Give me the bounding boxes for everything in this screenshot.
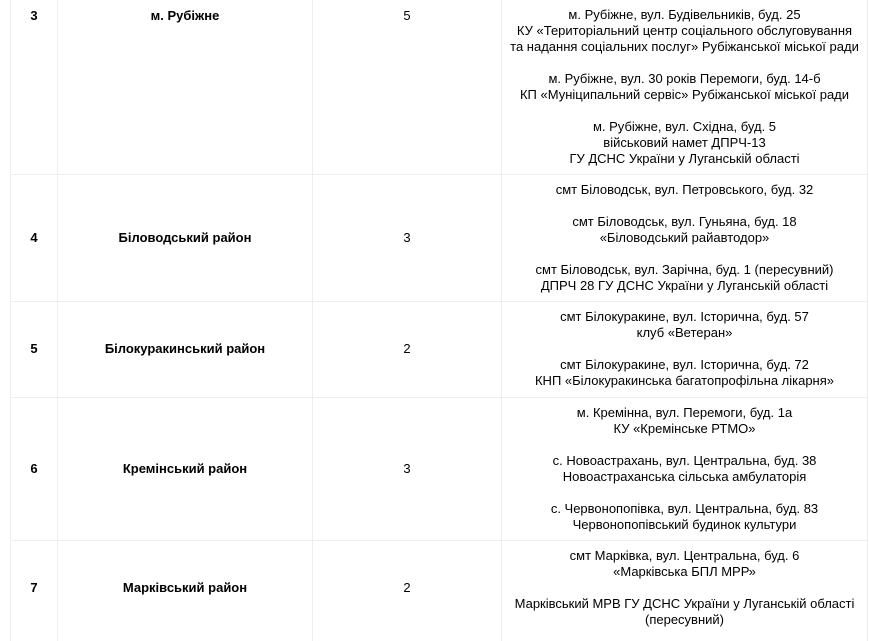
- district-name: Біловодський район: [58, 175, 313, 301]
- address-entry: смт Біловодськ, вул. Зарічна, буд. 1 (пересувний) ДПРЧ 28 ГУ ДСНС України у Луганській області: [535, 262, 834, 293]
- table-row: [10, 0, 868, 175]
- address-entry: м. Рубіжне, вул. Будівельників, буд. 25 КУ «Територіальний центр соціального обслуговування та надання соціальних послуг» Рубіжанської міської ради: [510, 7, 859, 54]
- table-row: [10, 398, 868, 541]
- row-number: 5: [10, 302, 58, 397]
- table-row: [10, 175, 868, 302]
- address-entry: смт Білокуракине, вул. Історична, буд. 57 клуб «Ветеран»: [560, 309, 809, 340]
- address-list: [502, 175, 867, 294]
- shelter-count: 5: [313, 0, 502, 174]
- addresses-cell: [502, 541, 868, 641]
- address-list: [502, 0, 867, 167]
- address-list: [502, 302, 867, 389]
- address-entry: смт Біловодськ, вул. Гуньяна, буд. 18 «Біловодський райавтодор»: [572, 214, 797, 245]
- district-name: Марківський район: [58, 541, 313, 641]
- address-entry: смт Білокуракине, вул. Історична, буд. 72 КНП «Білокуракинська багатопрофільна лікарня»: [534, 357, 835, 388]
- address-entry: с. Новоастрахань, вул. Центральна, буд. 38 Новоастраханська сільська амбулаторія: [552, 453, 817, 484]
- district-name: Кремінський район: [58, 398, 313, 540]
- shelter-count: 3: [313, 398, 502, 540]
- addresses-cell: [502, 0, 868, 174]
- address-entry: м. Кремінна, вул. Перемоги, буд. 1а КУ «Кремінське РТМО»: [576, 405, 793, 436]
- shelters-table: [10, 0, 868, 641]
- shelter-count: 2: [313, 541, 502, 641]
- addresses-cell: [502, 175, 868, 301]
- address-entry: смт Марківка, вул. Центральна, буд. 6 «Марківська БПЛ МРР»: [569, 548, 800, 579]
- address-entry: Марківський МРВ ГУ ДСНС України у Луганській області (пересувний): [514, 596, 855, 627]
- addresses-cell: [502, 398, 868, 540]
- district-name: Білокуракинський район: [58, 302, 313, 397]
- address-list: [502, 541, 867, 628]
- row-number: 7: [10, 541, 58, 641]
- addresses-cell: [502, 302, 868, 397]
- shelter-count: 3: [313, 175, 502, 301]
- table-row: [10, 541, 868, 641]
- address-entry: с. Червонопопівка, вул. Центральна, буд. 83 Червонопопівський будинок культури: [550, 501, 819, 532]
- row-number: 3: [10, 0, 58, 174]
- address-entry: м. Рубіжне, вул. 30 років Перемоги, буд. 14-б КП «Муніципальний сервіс» Рубіжанської міської ради: [519, 71, 850, 102]
- row-number: 4: [10, 175, 58, 301]
- address-entry: смт Біловодськ, вул. Петровського, буд. 32: [555, 182, 814, 197]
- shelter-count: 2: [313, 302, 502, 397]
- table-row: [10, 302, 868, 398]
- district-name: м. Рубіжне: [58, 0, 313, 174]
- address-list: [502, 398, 867, 533]
- address-entry: м. Рубіжне, вул. Східна, буд. 5 військовий намет ДПРЧ-13 ГУ ДСНС України у Луганській області: [569, 119, 800, 166]
- row-number: 6: [10, 398, 58, 540]
